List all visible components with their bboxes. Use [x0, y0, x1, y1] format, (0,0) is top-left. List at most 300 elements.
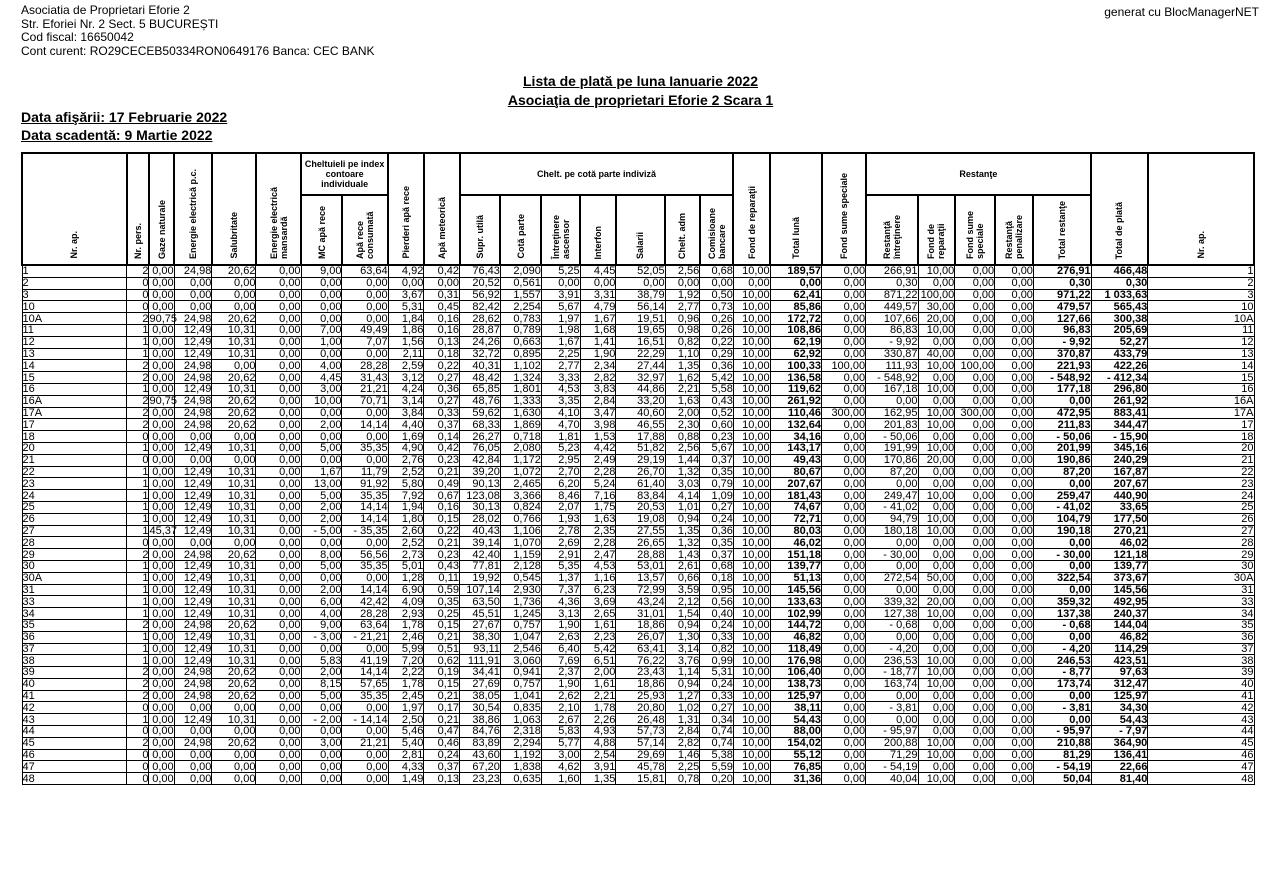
th-gaze: Gaze naturale: [149, 153, 174, 265]
table-cell: 0,00: [301, 702, 342, 714]
table-cell: 10,00: [918, 419, 955, 431]
table-cell: 38,05: [460, 690, 501, 702]
table-cell: 10,31: [212, 324, 256, 336]
table-cell: 1,35: [665, 360, 700, 372]
table-cell: 12: [1148, 336, 1254, 348]
table-cell: 10,31: [212, 501, 256, 513]
table-cell: 0,00: [256, 608, 301, 620]
table-cell: 0,52: [700, 407, 734, 419]
table-cell: 0,00: [995, 560, 1034, 572]
table-cell: 2,84: [580, 395, 616, 407]
table-cell: 118,49: [770, 643, 821, 655]
table-cell: 12,49: [174, 466, 212, 478]
table-cell: 0,00: [212, 289, 256, 301]
table-cell: 0,00: [918, 395, 955, 407]
table-cell: 10,00: [733, 324, 770, 336]
table-cell: 1: [127, 525, 149, 537]
table-cell: 0,42: [424, 265, 460, 277]
table-cell: - 95,97: [1033, 726, 1091, 738]
table-cell: 4,10: [541, 407, 580, 419]
table-cell: 5,46: [388, 726, 424, 738]
table-cell: 0,00: [995, 690, 1034, 702]
table-cell: 1,02: [665, 702, 700, 714]
table-cell: 0,50: [700, 289, 734, 301]
table-cell: 0,00: [918, 537, 955, 549]
table-cell: 0,00: [174, 277, 212, 289]
table-cell: 1,90: [541, 619, 580, 631]
table-cell: 312,47: [1091, 678, 1148, 690]
table-cell: 107,14: [460, 584, 501, 596]
table-cell: 2,294: [500, 737, 541, 749]
table-cell: 2: [1148, 277, 1254, 289]
table-cell: 1: [127, 348, 149, 360]
table-cell: 433,79: [1091, 348, 1148, 360]
table-cell: 26,70: [616, 466, 665, 478]
table-cell: 1,49: [388, 773, 424, 785]
table-cell: 133,63: [770, 596, 821, 608]
table-cell: 0,00: [256, 301, 301, 313]
table-cell: 0,00: [301, 431, 342, 443]
table-cell: 4,00: [301, 360, 342, 372]
table-cell: - 15,90: [1091, 431, 1148, 443]
table-cell: 4,14: [665, 490, 700, 502]
table-cell: 0,00: [822, 525, 866, 537]
table-cell: 10,31: [212, 513, 256, 525]
table-cell: 0,00: [995, 702, 1034, 714]
table-cell: 24,98: [174, 372, 212, 384]
table-row: [22, 655, 1254, 667]
table-cell: 10,00: [733, 407, 770, 419]
table-cell: 0,00: [822, 702, 866, 714]
table-cell: 0,18: [424, 348, 460, 360]
table-cell: 0,00: [149, 490, 174, 502]
bank-account: Cont curent: RO29CECEB50334RON0649176 Banca: CEC BANK: [21, 43, 375, 58]
table-cell: 0,00: [174, 289, 212, 301]
table-cell: 55,12: [770, 749, 821, 761]
table-cell: 144,04: [1091, 619, 1148, 631]
table-row: [22, 572, 1254, 584]
table-cell: 121,18: [1091, 549, 1148, 561]
th-group-apa: Cheltuieli pe index contoare individuale: [301, 153, 388, 195]
table-cell: 4,33: [388, 761, 424, 773]
table-cell: 51,82: [616, 442, 665, 454]
table-cell: 6,23: [580, 584, 616, 596]
table-cell: 20,00: [918, 313, 955, 325]
table-cell: 33,65: [1091, 501, 1148, 513]
table-cell: 0,00: [955, 324, 995, 336]
table-cell: 0,79: [700, 478, 734, 490]
table-cell: 0,00: [955, 372, 995, 384]
table-cell: 82,42: [460, 301, 501, 313]
table-cell: 10,31: [212, 596, 256, 608]
table-cell: 4,53: [541, 383, 580, 395]
table-cell: 26: [22, 513, 127, 525]
table-cell: 0,00: [212, 454, 256, 466]
table-cell: 20,62: [212, 419, 256, 431]
table-cell: 0,00: [256, 643, 301, 655]
table-cell: 1: [127, 513, 149, 525]
table-cell: 0,00: [174, 749, 212, 761]
table-row: [22, 773, 1254, 785]
table-cell: 12,49: [174, 490, 212, 502]
table-cell: 41: [1148, 690, 1254, 702]
table-cell: 27: [1148, 525, 1254, 537]
table-cell: 1,97: [541, 313, 580, 325]
table-cell: 2,23: [580, 631, 616, 643]
table-cell: 0,00: [301, 749, 342, 761]
table-cell: 0,35: [424, 596, 460, 608]
table-cell: 0,82: [665, 336, 700, 348]
table-cell: 1,44: [665, 454, 700, 466]
table-cell: 0,45: [424, 301, 460, 313]
table-cell: 0,26: [700, 324, 734, 336]
table-cell: 76,43: [460, 265, 501, 277]
table-cell: 2,78: [541, 525, 580, 537]
table-cell: 10: [22, 301, 127, 313]
th-interfon: Interfon: [580, 195, 616, 265]
table-cell: 0,00: [995, 372, 1034, 384]
table-cell: 16A: [1148, 395, 1254, 407]
table-cell: 0: [127, 702, 149, 714]
table-cell: 1,14: [665, 667, 700, 679]
table-cell: 2,77: [541, 360, 580, 372]
table-cell: 5,83: [541, 726, 580, 738]
table-cell: 30: [22, 560, 127, 572]
table-cell: 10,31: [212, 383, 256, 395]
table-cell: 4,45: [301, 372, 342, 384]
table-cell: 0,00: [256, 619, 301, 631]
table-cell: 0,00: [955, 560, 995, 572]
table-cell: 205,69: [1091, 324, 1148, 336]
table-cell: 0,00: [822, 737, 866, 749]
table-cell: 172,72: [770, 313, 821, 325]
table-row: [22, 454, 1254, 466]
table-cell: 0,00: [256, 549, 301, 561]
table-cell: 34,41: [460, 667, 501, 679]
table-cell: 45,37: [149, 524, 177, 537]
table-cell: 6,40: [541, 643, 580, 655]
th-salubritate: Salubritate: [212, 153, 256, 265]
table-row: [22, 584, 1254, 596]
table-cell: 0,00: [256, 431, 301, 443]
table-cell: 0,00: [149, 501, 174, 513]
table-cell: 4,90: [388, 442, 424, 454]
table-cell: 2,67: [541, 714, 580, 726]
table-cell: 0,46: [424, 737, 460, 749]
table-cell: 0,00: [918, 702, 955, 714]
table-cell: 2: [127, 313, 149, 325]
table-cell: 0,36: [424, 383, 460, 395]
table-cell: 39: [22, 667, 127, 679]
table-cell: 0,33: [424, 407, 460, 419]
table-cell: 0,00: [301, 643, 342, 655]
table-cell: 2,91: [541, 549, 580, 561]
table-cell: 52,27: [1091, 336, 1148, 348]
table-cell: 0,00: [995, 584, 1034, 596]
table-cell: 0,00: [256, 419, 301, 431]
table-cell: 0,00: [995, 313, 1034, 325]
table-cell: 20,62: [212, 619, 256, 631]
table-cell: 10: [1148, 301, 1254, 313]
table-cell: 0,00: [301, 454, 342, 466]
table-row: [22, 513, 1254, 525]
table-cell: 0,00: [256, 395, 301, 407]
table-cell: 10,00: [733, 289, 770, 301]
table-cell: 2: [22, 277, 127, 289]
table-cell: 0,00: [301, 277, 342, 289]
table-cell: 12,49: [174, 643, 212, 655]
table-cell: 0,00: [995, 360, 1034, 372]
table-cell: 6,90: [388, 584, 424, 596]
table-cell: 4,24: [388, 383, 424, 395]
table-cell: 7,69: [541, 655, 580, 667]
table-cell: 5,35: [541, 560, 580, 572]
table-cell: 1,93: [541, 513, 580, 525]
table-cell: 0,00: [149, 749, 174, 761]
table-cell: 0,00: [1033, 714, 1091, 726]
table-cell: 1,78: [388, 619, 424, 631]
table-cell: 1,32: [665, 537, 700, 549]
table-cell: 1: [127, 442, 149, 454]
table-cell: - 35,35: [342, 525, 388, 537]
table-cell: 28,02: [460, 513, 501, 525]
table-cell: 10,00: [733, 442, 770, 454]
table-cell: 0,00: [770, 277, 821, 289]
table-cell: 0,26: [700, 313, 734, 325]
table-cell: 0,00: [995, 501, 1034, 513]
table-cell: 51,13: [770, 572, 821, 584]
th-r-speciale: Fond sume speciale: [955, 195, 995, 265]
table-cell: 24,98: [174, 549, 212, 561]
table-cell: 14,14: [342, 419, 388, 431]
table-cell: 25: [22, 501, 127, 513]
table-cell: 40,00: [918, 348, 955, 360]
table-cell: 0,00: [256, 265, 301, 277]
table-cell: 1,90: [541, 678, 580, 690]
table-cell: 83,89: [460, 737, 501, 749]
table-cell: 1,63: [580, 513, 616, 525]
table-cell: 0,00: [995, 301, 1034, 313]
table-cell: 0,00: [995, 466, 1034, 478]
table-cell: 0,00: [256, 372, 301, 384]
table-row: [22, 301, 1254, 313]
table-cell: 2: [127, 407, 149, 419]
table-cell: - 21,21: [342, 631, 388, 643]
table-cell: 0,33: [700, 690, 734, 702]
table-cell: 77,81: [460, 560, 501, 572]
table-cell: 0,23: [424, 549, 460, 561]
table-cell: 0,00: [995, 442, 1034, 454]
table-cell: 43: [22, 714, 127, 726]
table-cell: 240,37: [1091, 608, 1148, 620]
table-cell: 0,00: [256, 584, 301, 596]
table-cell: 0,00: [149, 407, 174, 419]
table-cell: 0,00: [149, 301, 174, 313]
table-cell: 52,05: [616, 265, 665, 277]
table-cell: 10,00: [733, 513, 770, 525]
table-cell: 71,29: [866, 749, 918, 761]
table-cell: 20,62: [212, 690, 256, 702]
table-cell: 0: [127, 301, 149, 313]
table-cell: 0,00: [995, 619, 1034, 631]
table-cell: 0,22: [700, 336, 734, 348]
table-cell: 0,00: [995, 537, 1034, 549]
table-cell: 2,84: [665, 726, 700, 738]
table-cell: 19,51: [616, 313, 665, 325]
table-cell: 0: [127, 277, 149, 289]
table-cell: 0,00: [955, 549, 995, 561]
table-cell: 4,62: [541, 761, 580, 773]
table-cell: 1,98: [541, 324, 580, 336]
table-cell: 5,25: [541, 265, 580, 277]
table-cell: 12,49: [174, 478, 212, 490]
table-cell: 27,55: [616, 525, 665, 537]
table-cell: 50,04: [1033, 773, 1091, 785]
table-cell: 1,047: [500, 631, 541, 643]
table-cell: 24: [1148, 490, 1254, 502]
table-cell: 36: [22, 631, 127, 643]
table-cell: 9,00: [301, 265, 342, 277]
table-cell: 10,00: [733, 336, 770, 348]
table-cell: 0,00: [700, 277, 734, 289]
table-cell: 27,67: [460, 619, 501, 631]
table-cell: 67,20: [460, 761, 501, 773]
table-cell: 5,00: [301, 690, 342, 702]
table-cell: 3,84: [388, 407, 424, 419]
table-cell: 1,53: [580, 431, 616, 443]
table-cell: 14,14: [342, 501, 388, 513]
table-cell: 87,20: [866, 466, 918, 478]
table-cell: 83,84: [616, 490, 665, 502]
table-row: [22, 360, 1254, 372]
table-cell: 2,080: [500, 442, 541, 454]
table-cell: 4,70: [541, 419, 580, 431]
table-cell: 43: [1148, 714, 1254, 726]
table-cell: 1,070: [500, 537, 541, 549]
table-cell: 1,27: [665, 690, 700, 702]
table-cell: 7,16: [580, 490, 616, 502]
table-cell: 24,98: [174, 313, 212, 325]
table-cell: 7,07: [342, 336, 388, 348]
table-cell: 21: [1148, 454, 1254, 466]
table-cell: 2,62: [541, 690, 580, 702]
table-cell: 13,00: [301, 478, 342, 490]
table-cell: 0,00: [149, 454, 174, 466]
table-cell: 0,00: [212, 277, 256, 289]
table-cell: 18,86: [616, 619, 665, 631]
table-cell: 94,79: [866, 513, 918, 525]
table-row: [22, 702, 1254, 714]
th-r-intretinere: Restanţă întreţinere: [866, 195, 918, 265]
table-cell: 28: [1148, 537, 1254, 549]
table-cell: 12,49: [174, 572, 212, 584]
table-cell: 0,00: [149, 761, 174, 773]
table-cell: 18: [22, 431, 127, 443]
table-cell: 0: [127, 537, 149, 549]
table-cell: 10,00: [733, 631, 770, 643]
table-cell: 35,35: [342, 560, 388, 572]
table-cell: 0,00: [955, 348, 995, 360]
table-cell: 14: [22, 360, 127, 372]
table-cell: 0,00: [955, 619, 995, 631]
table-cell: 0,21: [424, 690, 460, 702]
table-cell: 1: [127, 501, 149, 513]
table-cell: 30,54: [460, 702, 501, 714]
table-cell: 25,93: [616, 690, 665, 702]
table-cell: 0,00: [149, 643, 174, 655]
table-cell: 2: [127, 678, 149, 690]
table-cell: 0,00: [822, 690, 866, 702]
table-cell: 1,69: [388, 431, 424, 443]
table-cell: 0,00: [256, 348, 301, 360]
table-cell: 10,00: [733, 265, 770, 277]
table-cell: 2,81: [388, 749, 424, 761]
table-cell: 0,00: [149, 667, 174, 679]
table-cell: 10,00: [733, 383, 770, 395]
table-cell: 2: [127, 265, 149, 277]
table-cell: 20,00: [918, 454, 955, 466]
table-cell: 0,00: [1033, 478, 1091, 490]
table-cell: 0,00: [1033, 584, 1091, 596]
table-cell: 74,67: [770, 501, 821, 513]
table-cell: 1,16: [580, 572, 616, 584]
th-total-luna: Total lună: [770, 153, 821, 265]
table-cell: 207,67: [1091, 478, 1148, 490]
table-row: [22, 336, 1254, 348]
table-cell: 0,21: [424, 537, 460, 549]
table-cell: 2,10: [541, 702, 580, 714]
table-cell: 10,00: [733, 525, 770, 537]
table-cell: 0,00: [256, 383, 301, 395]
table-cell: 5,67: [541, 301, 580, 313]
table-cell: 57,65: [342, 678, 388, 690]
table-cell: 0,00: [301, 773, 342, 785]
table-cell: 20,62: [212, 313, 256, 325]
table-cell: 57,73: [616, 726, 665, 738]
table-cell: 46,82: [1091, 631, 1148, 643]
th-r-total: Total restanţe: [1033, 195, 1091, 265]
table-cell: 10,00: [733, 301, 770, 313]
table-cell: 1: [127, 655, 149, 667]
table-cell: 10,31: [212, 643, 256, 655]
table-cell: 0,00: [256, 501, 301, 513]
table-cell: 33: [1148, 596, 1254, 608]
table-cell: 300,00: [955, 407, 995, 419]
table-cell: 181,43: [770, 490, 821, 502]
table-cell: 24,26: [460, 336, 501, 348]
table-cell: 162,95: [866, 407, 918, 419]
table-cell: 143,17: [770, 442, 821, 454]
table-cell: 0,00: [822, 560, 866, 572]
table-cell: 1,324: [500, 372, 541, 384]
table-cell: 65,85: [460, 383, 501, 395]
table-cell: 1,801: [500, 383, 541, 395]
table-cell: 18,86: [616, 678, 665, 690]
table-cell: 2: [127, 549, 149, 561]
table-cell: 0,941: [500, 667, 541, 679]
table-cell: 221,93: [1033, 360, 1091, 372]
table-cell: 1,32: [665, 466, 700, 478]
table-cell: - 5,00: [301, 525, 342, 537]
th-cota: Cotă parte: [500, 195, 541, 265]
table-cell: 1,46: [665, 749, 700, 761]
table-cell: 0,00: [256, 490, 301, 502]
table-cell: 1,56: [388, 336, 424, 348]
table-cell: 6,20: [541, 478, 580, 490]
table-cell: 45: [1148, 737, 1254, 749]
table-cell: 42,42: [342, 596, 388, 608]
table-cell: 0,00: [995, 265, 1034, 277]
